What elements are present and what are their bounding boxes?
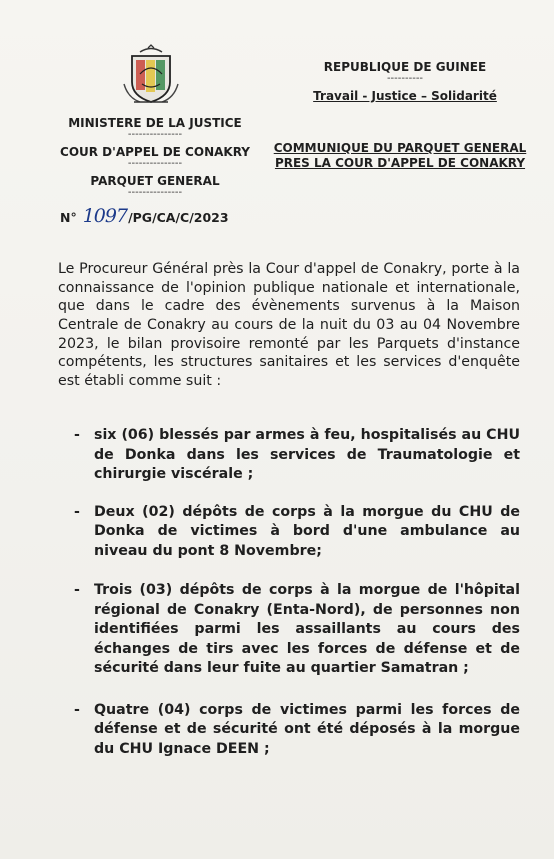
communique-title-line2: PRES LA COUR D'APPEL DE CONAKRY bbox=[274, 156, 526, 170]
ref-prefix: N° bbox=[60, 210, 77, 225]
ministry-name: MINISTERE DE LA JUSTICE bbox=[68, 116, 242, 130]
list-bullet: - bbox=[74, 701, 80, 718]
reference-number bbox=[60, 205, 229, 227]
separator: --------------- bbox=[127, 129, 183, 140]
list-item bbox=[70, 503, 520, 562]
list-item-text: Quatre (04) corps de victimes parmi les forces de défense et de sécurité ont été déposés à la morgue du CHU Ignace DEEN ; bbox=[94, 701, 520, 757]
court-name: COUR D'APPEL DE CONAKRY bbox=[60, 145, 250, 159]
list-bullet: - bbox=[74, 503, 80, 520]
communique-title-line1: COMMUNIQUE DU PARQUET GENERAL bbox=[273, 141, 527, 155]
country-name: REPUBLIQUE DE GUINEE bbox=[323, 60, 487, 74]
list-bullet: - bbox=[74, 582, 80, 598]
intro-paragraph: Le Procureur Général près la Cour d'appel de Conakry, porte à la connaissance de l'opinion publique nationale et internationale, que dans le cadre des évènements survenus à la Maison Centrale de Conakry au cours de la nuit du 03 au 04 Novembre 2023, le bilan provisoire remonté par les Parquets d'instance compétents, les structures sanitaires et les services d'enquête est établi comme suit : bbox=[58, 261, 520, 389]
list-item-text: Trois (03) dépôts de corps à la morgue de l'hôpital régional de Conakry (Enta-Nord), de personnes non identifiées parmi les assaillants au cours des échanges de tirs avec les forces de défense et de sécurité dans leur fuite au quartier Samatran ; bbox=[94, 582, 520, 676]
separator: --------------- bbox=[127, 187, 183, 198]
list-item-text: six (06) blessés par armes à feu, hospitalisés au CHU de Donka dans les services de Traumatologie et chirurgie viscérale ; bbox=[94, 427, 520, 482]
list-item bbox=[70, 701, 520, 760]
separator: --------------- bbox=[127, 158, 183, 169]
country-block bbox=[300, 60, 510, 104]
list-item bbox=[70, 426, 520, 485]
national-motto: Travail - Justice – Solidarité bbox=[313, 89, 497, 103]
ref-handwritten-number: 1097 bbox=[82, 205, 128, 227]
list-bullet: - bbox=[74, 427, 80, 443]
issuer-block bbox=[50, 116, 260, 197]
office-name: PARQUET GENERAL bbox=[90, 174, 220, 188]
casualty-list bbox=[70, 426, 520, 777]
separator: ---------- bbox=[386, 73, 424, 84]
communique-title bbox=[272, 141, 528, 171]
list-item-text: Deux (02) dépôts de corps à la morgue du CHU de Donka de victimes à bord d'une ambulance au niveau du pont 8 Novembre; bbox=[94, 503, 520, 559]
list-item bbox=[70, 581, 520, 679]
ref-suffix: /PG/CA/C/2023 bbox=[128, 210, 229, 225]
guinea-coat-of-arms-icon bbox=[118, 44, 184, 108]
